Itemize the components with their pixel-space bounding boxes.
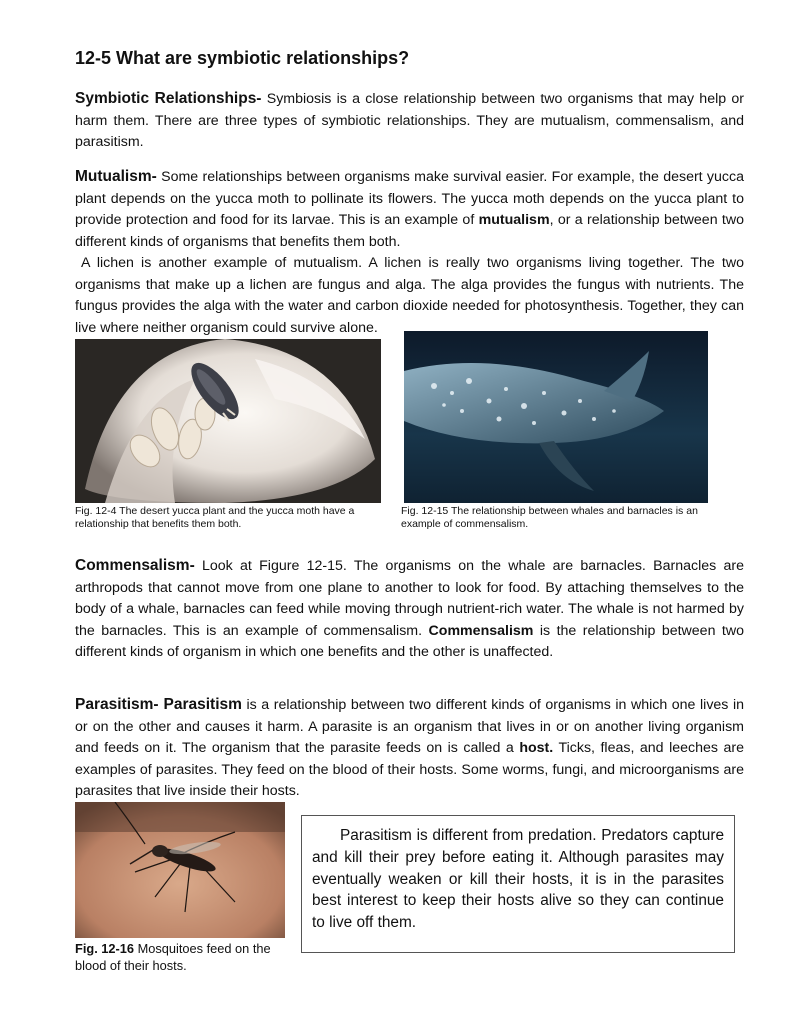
mutualism-term: mutualism — [478, 212, 550, 228]
figure-12-16-label: Fig. 12-16 — [75, 941, 135, 956]
commensalism-term: Commensalism — [428, 622, 534, 639]
figure-12-16-caption — [75, 940, 295, 974]
page-title: 12-5 What are symbiotic relationships? — [75, 48, 410, 68]
whale-image — [404, 331, 708, 503]
predation-note-text: Parasitism is different from predation. Predators capture and kill their prey before eating it. Although parasites may eventually weaken or kill their hosts, it is in the parasites best interest to keep their hosts alive so they can continue to live off them. — [312, 827, 724, 932]
mosquito-photo — [75, 802, 285, 938]
mosquito-image — [75, 802, 285, 938]
mutualism-text-2: , or a relationship between two different kinds of organisms that benefits them both. — [75, 212, 745, 250]
figure-12-4-caption: Fig. 12-4 The desert yucca plant and the yucca moth have a relationship that benefits them both. — [75, 505, 355, 530]
parasitism-text-2: Ticks, fleas, and leeches are examples of parasites. They feed on the blood of their hosts. Some worms, fungi, and microorganisms are parasites that live inside their hosts. — [75, 740, 744, 799]
whale-barnacles-photo — [404, 331, 708, 503]
mutualism-text-1: Some relationships between organisms make survival easier. For example, the desert yucca plant depends on the yucca moth to pollinate its flowers. The yucca moth depends on the yucca plant to provide protection and food for its larvae. This is an example of — [75, 169, 744, 228]
commensalism-text-1: Look at Figure 12-15. The organisms on the whale are barnacles. Barnacles are arthropods that cannot move from one plane to another to look for food. By attaching themselves to the body of a whale, barnacles can feed while moving through nutrient-rich water. The whale is not harmed by the barnacles. This is an example of commensalism. — [75, 558, 744, 639]
figure-12-15-caption: Fig. 12-15 The relationship between whales and barnacles is an example of commensalism. — [401, 505, 698, 530]
yucca-moth-photo — [75, 339, 381, 503]
symbiotic-heading: Symbiotic Relationships- — [75, 90, 262, 107]
lichen-text: A lichen is another example of mutualism. A lichen is really two organisms living together. The two organisms that make up a lichen are fungus and alga. The alga provides the fungus with nutrients. The fungus provides the alga with the water and carbon dioxide needed for photosynthesis. Together, they can live where neither organism could survive alone. — [75, 255, 744, 336]
predation-note-box — [301, 815, 735, 953]
symbiotic-text: Symbiosis is a close relationship between two organisms that may help or harm them. There are three types of symbiotic relationships. They are mutualism, commensalism, and parasitism. — [75, 91, 744, 150]
parasitism-paragraph — [75, 694, 744, 803]
host-term: host. — [519, 740, 554, 756]
parasitism-term: Parasitism — [158, 696, 242, 713]
commensalism-text-2: is the relationship between two different kinds of organism in which one benefits and the other is unaffected. — [75, 622, 745, 660]
figure-12-16-text: Mosquitoes feed on the blood of their hosts. — [75, 941, 271, 973]
yucca-moth-image — [75, 339, 381, 503]
mutualism-paragraph — [75, 166, 744, 339]
commensalism-heading: Commensalism- — [75, 557, 195, 574]
parasitism-text-1: is a relationship between two different kinds of organisms in which one lives in or on the other and causes it harm. A parasite is an organism that lives in or on another living organism and feeds on it. The organism that the parasite feeds on is called a — [75, 697, 744, 756]
commensalism-paragraph — [75, 555, 744, 664]
symbiotic-paragraph — [75, 88, 744, 154]
parasitism-heading: Parasitism- — [75, 696, 159, 713]
mutualism-heading: Mutualism- — [75, 168, 157, 185]
